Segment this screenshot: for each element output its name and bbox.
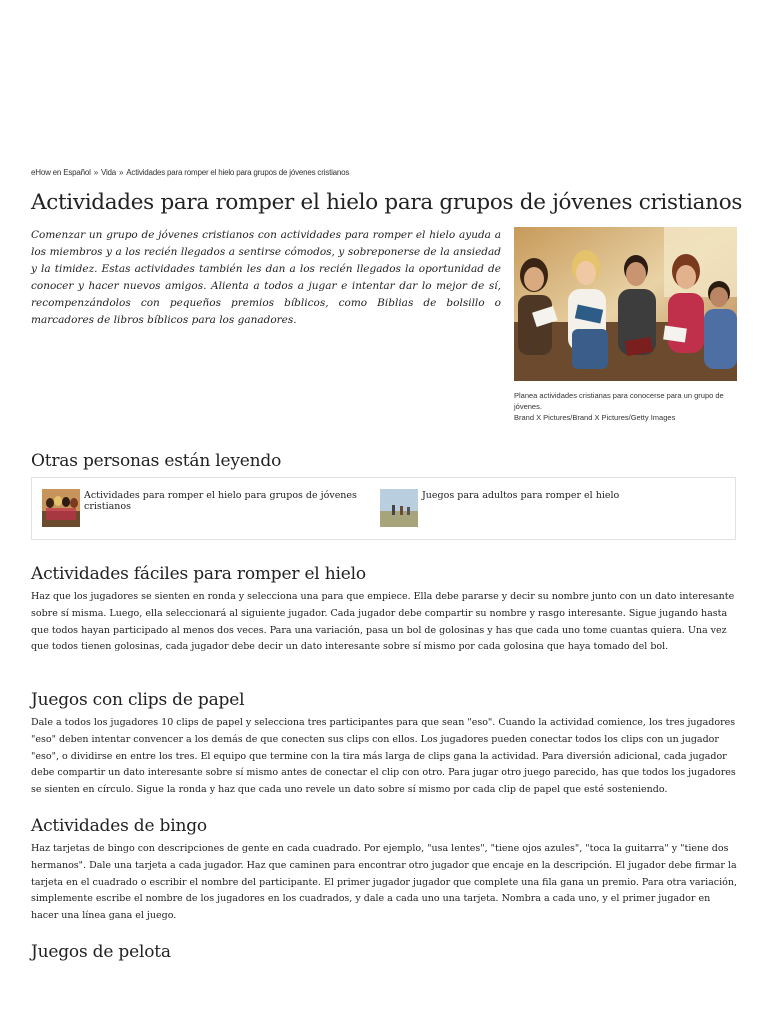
section-heading: Juegos de pelota <box>31 942 171 962</box>
related-article[interactable] <box>380 489 700 527</box>
breadcrumb-separator: » <box>119 168 124 177</box>
related-article-link[interactable]: Juegos para adultos para romper el hielo <box>422 490 620 501</box>
section-body: Haz tarjetas de bingo con descripciones de gente en cada cuadrado. Por ejemplo, "usa lentes", "tiene ojos azules", "toca la guitarra" y "tiene dos hermanos". Dale una tarjeta a cada jugador. Haz que caminen para encontrar otro jugador que encaje en la descripción. El jugador debe firmar la tarjeta en el cuadrado o escribir el nombre del participante. El primer jugador jugador que complete una fila gana un premio. Para otra variación, simplemente escribe el nombre de los jugadores en los cuadrados, y dale a cada uno una tarjeta. Nombra a cada uno, y el primer jugador en hacer una línea gana el juego. <box>31 843 738 922</box>
image-credit: Brand X Pictures/Brand X Pictures/Getty Images <box>514 413 676 422</box>
others-reading-box <box>31 477 736 540</box>
others-reading-heading: Otras personas están leyendo <box>31 451 282 471</box>
breadcrumb-current: Actividades para romper el hielo para grupos de jóvenes cristianos <box>126 168 350 177</box>
section-heading: Juegos con clips de papel <box>31 690 245 710</box>
section-body: Haz que los jugadores se sienten en ronda y selecciona una para que empiece. Ella debe pararse y decir su nombre junto con un dato interesante sobre sí misma. Luego, ella seleccionará al siguiente jugador. Cada jugador debe compartir su nombre y rasgo interesante. Sigue jugando hasta que todos hayan participado al menos dos veces. Para una variación, pasa un bol de golosinas y has que cada uno tome cuantas quiera. Una vez que todos tienen golosinas, cada jugador debe decir un dato interesante sobre sí mismo por cada golosina que haya tomado del bol. <box>31 591 735 653</box>
related-article[interactable] <box>42 489 362 527</box>
breadcrumb-home-link[interactable]: eHow en Español <box>31 168 91 177</box>
breadcrumb-vida-link[interactable]: Vida <box>100 168 117 177</box>
related-thumbnail <box>42 489 80 527</box>
section-heading: Actividades de bingo <box>31 816 207 836</box>
breadcrumb-separator: » <box>93 168 98 177</box>
page-title: Actividades para romper el hielo para grupos de jóvenes cristianos <box>31 190 743 215</box>
hero-photo-youth-group <box>514 227 737 381</box>
section-body: Dale a todos los jugadores 10 clips de papel y selecciona tres participantes para que sean "eso". Cuando la actividad comience, los tres jugadores "eso" deben intentar convencer a los demás de que conecten sus clips con ellos. Los jugadores pueden conectar todos los clips con un jugador "eso", o dividirse en entre los tres. El equipo que termine con la tira más larga de clips gana la actividad. Para diversión adicional, cada jugador debe compartir un dato interesante sobre sí mismo antes de conectar el clip con otro. Para jugar otro juego parecido, has que todos los jugadores se sienten en círculo. Sigue la ronda y haz que cada uno revele un dato sobre sí mismo por cada clip de papel que esté sosteniendo. <box>31 717 736 796</box>
breadcrumb <box>31 168 349 177</box>
article-intro: Comenzar un grupo de jóvenes cristianos con actividades para romper el hielo ayuda a los miembros y a los recién llegados a sentirse cómodos, y sobreponerse de la ansiedad y la timidez. Estas actividades también les dan a los recién llegados la oportunidad de conocer y hacer nuevos amigos. Alienta a todos a jugar e intentar dar lo mejor de sí, recompenzándolos con pequeños premios bíblicos, como Biblias de bolsillo o marcadores de libros bíblicos para los ganadores. <box>31 229 501 326</box>
related-thumbnail <box>380 489 418 527</box>
caption-text: Planea actividades cristianas para conocerse para un grupo de jóvenes. <box>514 391 724 411</box>
section-heading: Actividades fáciles para romper el hielo <box>31 564 366 584</box>
image-caption <box>514 390 737 423</box>
related-article-link[interactable]: Actividades para romper el hielo para grupos de jóvenes cristianos <box>84 490 357 512</box>
